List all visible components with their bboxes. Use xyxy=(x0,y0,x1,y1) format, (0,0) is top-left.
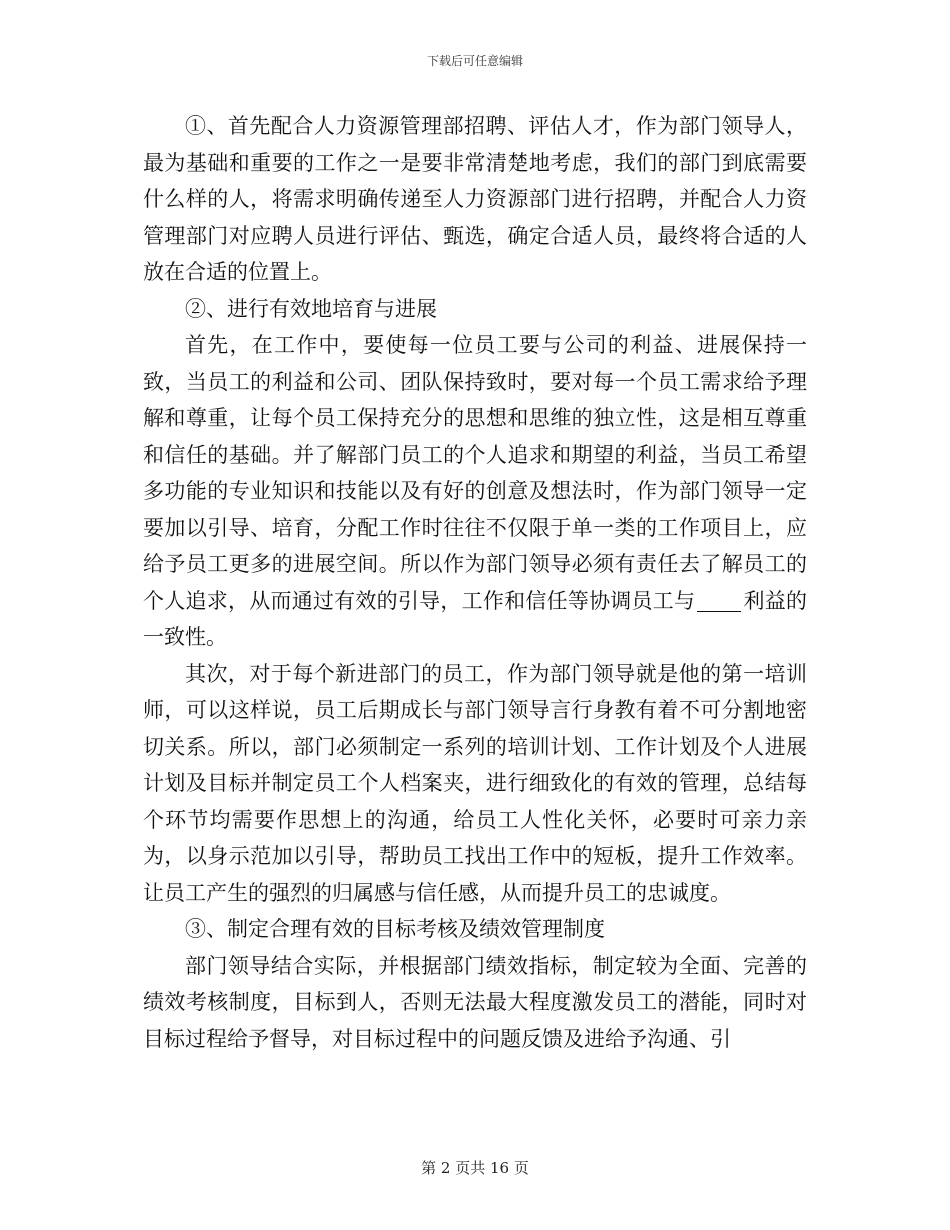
section-heading-3: ③、制定合理有效的目标考核及绩效管理制度 xyxy=(185,917,605,941)
paragraph-3-tail: 利益的一致性。 xyxy=(143,588,808,649)
paragraph-1: ①、首先配合人力资源管理部招聘、评估人才，作为部门领导人，最为基础和重要的工作之一是要非常清楚地考虑，我们的部门到底需要什么样的人，将需求明确传递至人力资源部门进行招聘，并配合人力资管理部门对应聘人员进行评估、甄选，确定合适人员，最终将合适的人放在合适的位置上。 xyxy=(143,114,807,284)
paragraph-6: 部门领导结合实际，并根据部门绩效指标，制定较为全面、完善的绩效考核制度，目标到人，否则无法最大程度激发员工的潜能，同时对目标过程给予督导，对目标过程中的问题反馈及进给予沟通、引 xyxy=(143,953,807,1051)
fill-in-blank xyxy=(697,590,741,612)
paragraph-4: 其次，对于每个新进部门的员工，作为部门领导就是他的第一培训师，可以这样说，员工后期成长与部门领导言行身教有着不可分割地密切关系。所以，部门必须制定一系列的培训计划、工作计划及个人进展计划及目标并制定员工个人档案夹，进行细致化的有效的管理，总结每个环节均需要作思想上的沟通，给员工人性化关怀，必要时可亲力亲为，以身示范加以引导，帮助员工找出工作中的短板，提升工作效率。让员工产生的强烈的归属感与信任感，从而提升员工的忠诚度。 xyxy=(143,661,807,905)
page-header: 下载后可任意编辑 xyxy=(426,54,523,68)
paragraph-3-text: 首先，在工作中，要使每一位员工要与公司的利益、进展保持一致，当员工的利益和公司、团队保持致时，要对每一个员工需求给予理解和尊重，让每个员工保持充分的思想和思维的独立性，这是相互尊重和信任的基础。并了解部门员工的个人追求和期望的利益，当员工希望多功能的专业知识和技能以及有好的创意及想法时，作为部门领导一定要加以引导、培育，分配工作时往往不仅限于单一类的工作项目上，应给予员工更多的进展空间。所以作为部门领导必须有责任去了解员工的个人追求，从而通过有效的引导，工作和信任等协调员工与 xyxy=(143,333,807,613)
page-number-footer: 第 2 页共 16 页 xyxy=(421,1159,529,1177)
document-body xyxy=(143,108,807,1057)
paragraph-3 xyxy=(143,327,807,656)
section-heading-2: ②、进行有效地培育与进展 xyxy=(185,296,437,321)
